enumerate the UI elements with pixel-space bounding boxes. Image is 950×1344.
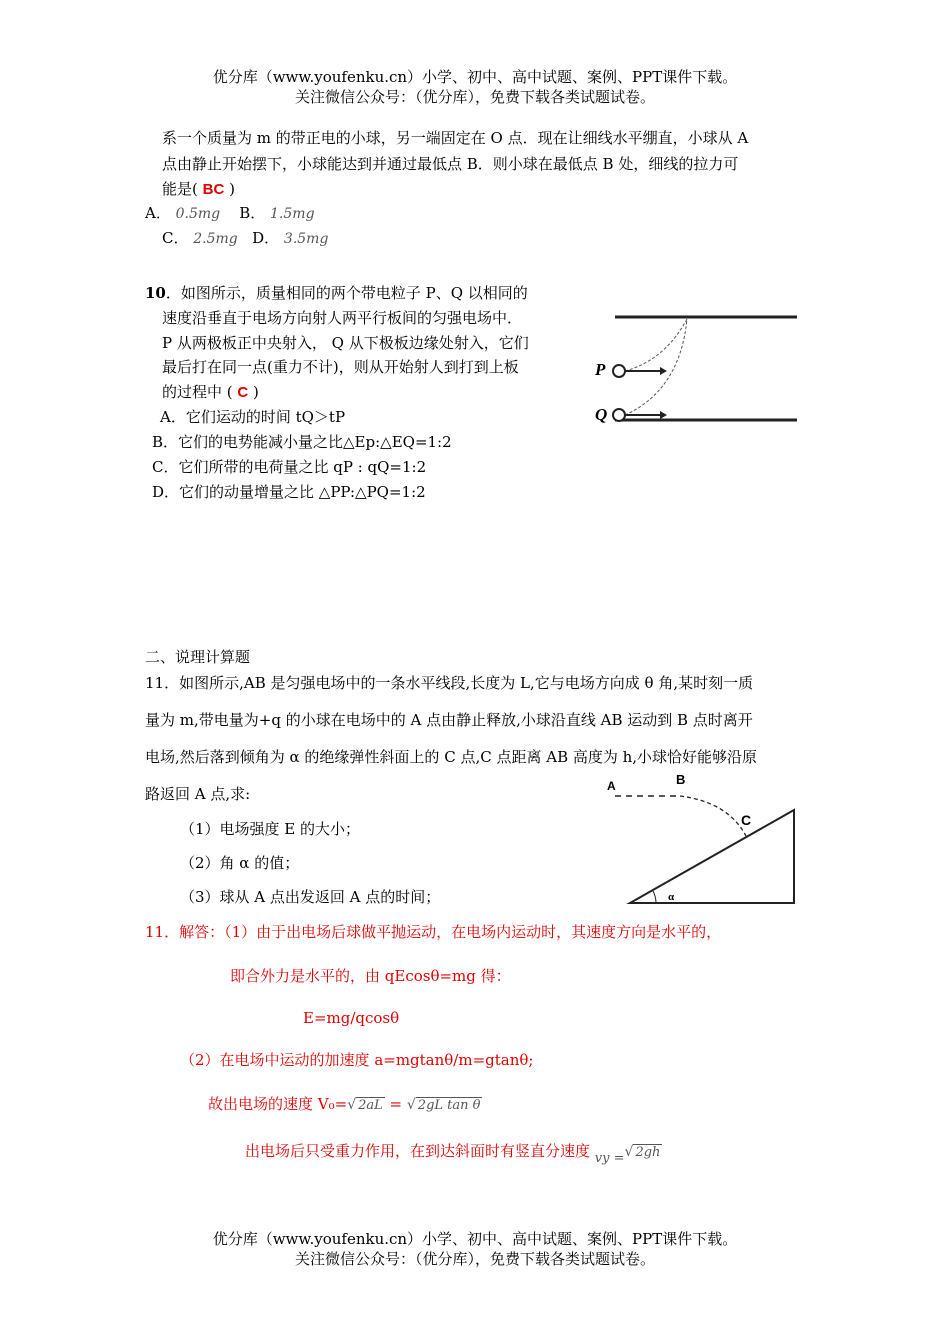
solution-line-3: E=mg/qcosθ <box>303 1009 400 1027</box>
q10-number: 10 <box>145 284 166 302</box>
q10-arrowhead-p <box>660 367 667 375</box>
q9-line-3 <box>162 178 235 199</box>
q11-angle-arc <box>653 891 656 903</box>
q11-figure-label-c: C <box>741 812 752 828</box>
q9-option-a-label: A． <box>145 204 171 222</box>
q9-option-b-label: B． <box>239 204 266 222</box>
q10-option-c: C．它们所带的电荷量之比 qP : qQ=1:2 <box>152 458 427 476</box>
formula-v0-a: 2aL <box>358 1098 383 1113</box>
q9-option-a-value: 0.5mg <box>175 206 221 222</box>
q9-answer: BC <box>202 181 225 198</box>
solution-line-5-text: 故出电场的速度 V₀= <box>208 1095 348 1113</box>
q11-figure-label-a: A <box>607 779 616 793</box>
sqrt-icon: √ <box>624 1144 634 1160</box>
q9-line-2: 点由静止开始摆下，小球能达到并通过最低点 B．则小球在最低点 B 处，细线的拉力可 <box>162 155 739 173</box>
footer-line-2: 关注微信公众号：（优分库），免费下载各类试题试卷。 <box>294 1250 655 1268</box>
q10-option-d: D．它们的动量增量之比 △PP:△PQ=1:2 <box>152 483 426 501</box>
q10-figure-label-q: Q <box>595 405 608 424</box>
formula-vy: 2gh <box>635 1145 661 1160</box>
q10-arrowhead-q <box>660 411 667 419</box>
q11-line-3: 电场,然后落到倾角为 α 的绝缘弹性斜面上的 C 点,C 点距离 AB 高度为 h,小球恰好能够沿原 <box>145 748 758 766</box>
q10-line-5 <box>162 381 259 402</box>
q9-line-3-prefix: 能是( <box>162 180 198 198</box>
section-2-title: 二、说理计算题 <box>145 648 251 666</box>
q10-line-1-text: ．如图所示，质量相同的两个带电粒子 P、Q 以相同的 <box>165 284 528 302</box>
q11-figure <box>600 770 805 910</box>
q10-option-a: A．它们运动的时间 tQ＞tP <box>160 408 346 426</box>
q9-line-1: 系一个质量为 m 的带正电的小球，另一端固定在 O 点．现在让细线水平绷直，小球从 A <box>162 129 749 147</box>
formula-v0-b: 2gL tan θ <box>417 1098 481 1113</box>
q11-sub-2: （2）角 α 的值； <box>180 854 300 872</box>
q11-sub-1: （1）电场强度 E 的大小； <box>180 820 361 838</box>
q10-particle-q <box>613 409 625 421</box>
q9-option-b-value: 1.5mg <box>270 206 315 222</box>
q11-sub-3: （3）球从 A 点出发返回 A 点的时间； <box>180 888 441 906</box>
q10-line-5-prefix: 的过程中 ( <box>162 383 233 401</box>
solution-line-6 <box>245 1140 662 1166</box>
sqrt-icon: √ <box>347 1097 357 1113</box>
solution-line-6-text: 出电场后只受重力作用，在到达斜面时有竖直分速度 <box>245 1142 591 1160</box>
q11-line-1: 11．如图所示,AB 是匀强电场中的一条水平线段,长度为 L,它与电场方向成 θ 角,某时刻一质 <box>145 674 754 692</box>
sqrt-icon: √ <box>406 1097 416 1113</box>
q9-options-cd <box>162 227 328 248</box>
q11-incline <box>630 810 794 903</box>
q10-line-3: P 从两极板正中央射入， Q 从下极板边缘处射入，它们 <box>162 334 529 352</box>
q10-line-4: 最后打在同一点(重力不计)，则从开始射人到打到上板 <box>162 358 519 376</box>
q11-line-2: 量为 m,带电量为+q 的小球在电场中的 A 点由静止释放,小球沿直线 AB 运动到 B 点时离开 <box>145 711 753 729</box>
q9-option-d-label: D． <box>252 229 280 247</box>
header-line-1: 优分库（www.youfenku.cn）小学、初中、高中试题、案例、PPT课件下载。 <box>212 68 738 86</box>
q11-figure-label-b: B <box>676 772 686 787</box>
solution-line-1: 11．解答：（1）由于出电场后球做平抛运动，在电场内运动时，其速度方向是水平的， <box>145 923 722 941</box>
solution-line-2: 即合外力是水平的，由 qEcosθ=mg 得： <box>230 967 511 985</box>
q9-option-c-value: 2.5mg <box>193 231 238 247</box>
q10-line-5-suffix: ) <box>253 383 259 401</box>
q11-trajectory <box>680 796 746 836</box>
q10-particle-p <box>613 365 625 377</box>
q9-option-d-value: 3.5mg <box>283 231 329 247</box>
formula-vy-label: vy = <box>594 1151 625 1166</box>
q10-line-1 <box>145 282 528 303</box>
q9-line-3-suffix: ) <box>229 180 235 198</box>
q10-option-b: B．它们的电势能减小量之比△Ep:△EQ=1:2 <box>152 433 452 451</box>
q10-p-trajectory <box>625 319 687 371</box>
q9-options-ab <box>145 202 315 223</box>
q10-line-2: 速度沿垂直于电场方向射人两平行板间的匀强电场中． <box>162 309 523 327</box>
q9-option-c-label: C． <box>162 229 189 247</box>
q10-figure-label-p: P <box>595 360 606 379</box>
footer-line-1: 优分库（www.youfenku.cn）小学、初中、高中试题、案例、PPT课件下载。 <box>212 1230 738 1248</box>
header-line-2: 关注微信公众号：（优分库），免费下载各类试题试卷。 <box>294 88 655 106</box>
q11-figure-label-alpha: α <box>668 891 675 903</box>
solution-line-4: （2）在电场中运动的加速度 a=mgtanθ/m=gtanθ; <box>180 1051 534 1069</box>
q11-line-4: 路返回 A 点,求: <box>145 785 251 803</box>
q10-figure <box>585 305 805 430</box>
solution-line-5 <box>208 1093 482 1114</box>
q10-answer: C <box>237 384 249 401</box>
formula-eq: = <box>384 1095 407 1113</box>
